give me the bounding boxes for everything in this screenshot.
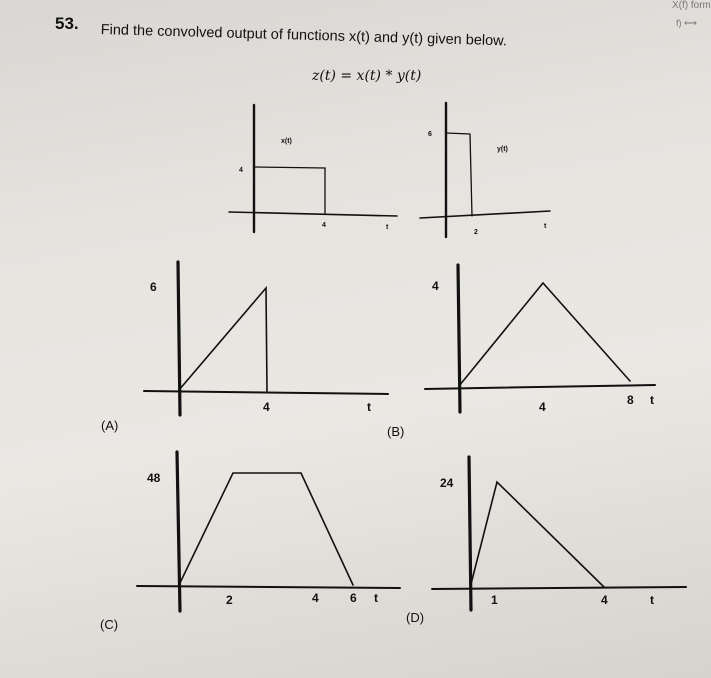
option-d-y-tick: 24 <box>440 476 454 490</box>
x-of-t-label: x(t) <box>281 138 292 145</box>
option-a-axis-t: t <box>367 400 371 414</box>
option-b-curve <box>459 283 630 386</box>
plot-y-axis-horizontal <box>420 211 550 218</box>
y-of-t-x-tick: 2 <box>474 229 478 236</box>
option-c-label: (C) <box>100 617 119 632</box>
convolution-equation: z(t) = x(t) * y(t) <box>312 68 422 84</box>
plot-y-of-t <box>420 103 550 237</box>
option-c-x-tick-4: 4 <box>312 591 319 605</box>
option-c-axis-horizontal <box>137 586 400 588</box>
plot-option-c <box>137 452 400 611</box>
question-text: Find the convolved output of functions x(t) and y(t) given below. <box>100 22 508 50</box>
option-a-curve <box>179 288 267 391</box>
plot-option-b <box>425 265 655 412</box>
option-d-label: (D) <box>406 610 425 625</box>
option-a-y-tick: 6 <box>150 280 157 294</box>
x-of-t-y-tick: 4 <box>239 167 243 174</box>
question-number: 53. <box>55 14 79 33</box>
plot-option-d <box>432 457 686 610</box>
x-of-t-pulse <box>254 167 325 213</box>
option-d-axis-t: t <box>650 593 654 607</box>
option-c-curve <box>179 473 353 585</box>
x-of-t-axis-t: t <box>386 224 389 231</box>
option-c-axis-t: t <box>374 591 378 605</box>
y-of-t-y-tick: 6 <box>428 131 432 138</box>
x-of-t-x-tick: 4 <box>322 222 326 229</box>
option-d-curve <box>470 482 604 588</box>
y-of-t-pulse <box>446 133 472 216</box>
option-c-x-tick-2: 2 <box>226 593 233 607</box>
option-b-axis-t: t <box>650 393 654 407</box>
option-c-y-tick: 48 <box>147 471 161 485</box>
option-b-x-tick-end: 8 <box>627 393 634 407</box>
option-a-label: (A) <box>101 418 119 433</box>
corner-text-2: f) ⟷ <box>676 18 697 28</box>
option-c-x-tick-6: 6 <box>350 591 357 605</box>
option-a-x-tick: 4 <box>263 400 270 414</box>
option-b-axis-vertical <box>458 265 460 412</box>
y-of-t-axis-t: t <box>544 223 547 230</box>
plot-option-a <box>144 262 388 415</box>
option-b-x-tick-peak: 4 <box>539 400 546 414</box>
option-a-axis-vertical <box>178 262 180 415</box>
option-d-x-tick-4: 4 <box>601 593 608 607</box>
plot-x-of-t <box>229 105 397 232</box>
option-d-x-tick-1: 1 <box>491 593 498 607</box>
y-of-t-label: y(t) <box>497 146 508 153</box>
option-b-y-tick: 4 <box>432 279 439 293</box>
option-b-label: (B) <box>387 424 405 439</box>
corner-text-1: X(f) form <box>672 0 711 11</box>
